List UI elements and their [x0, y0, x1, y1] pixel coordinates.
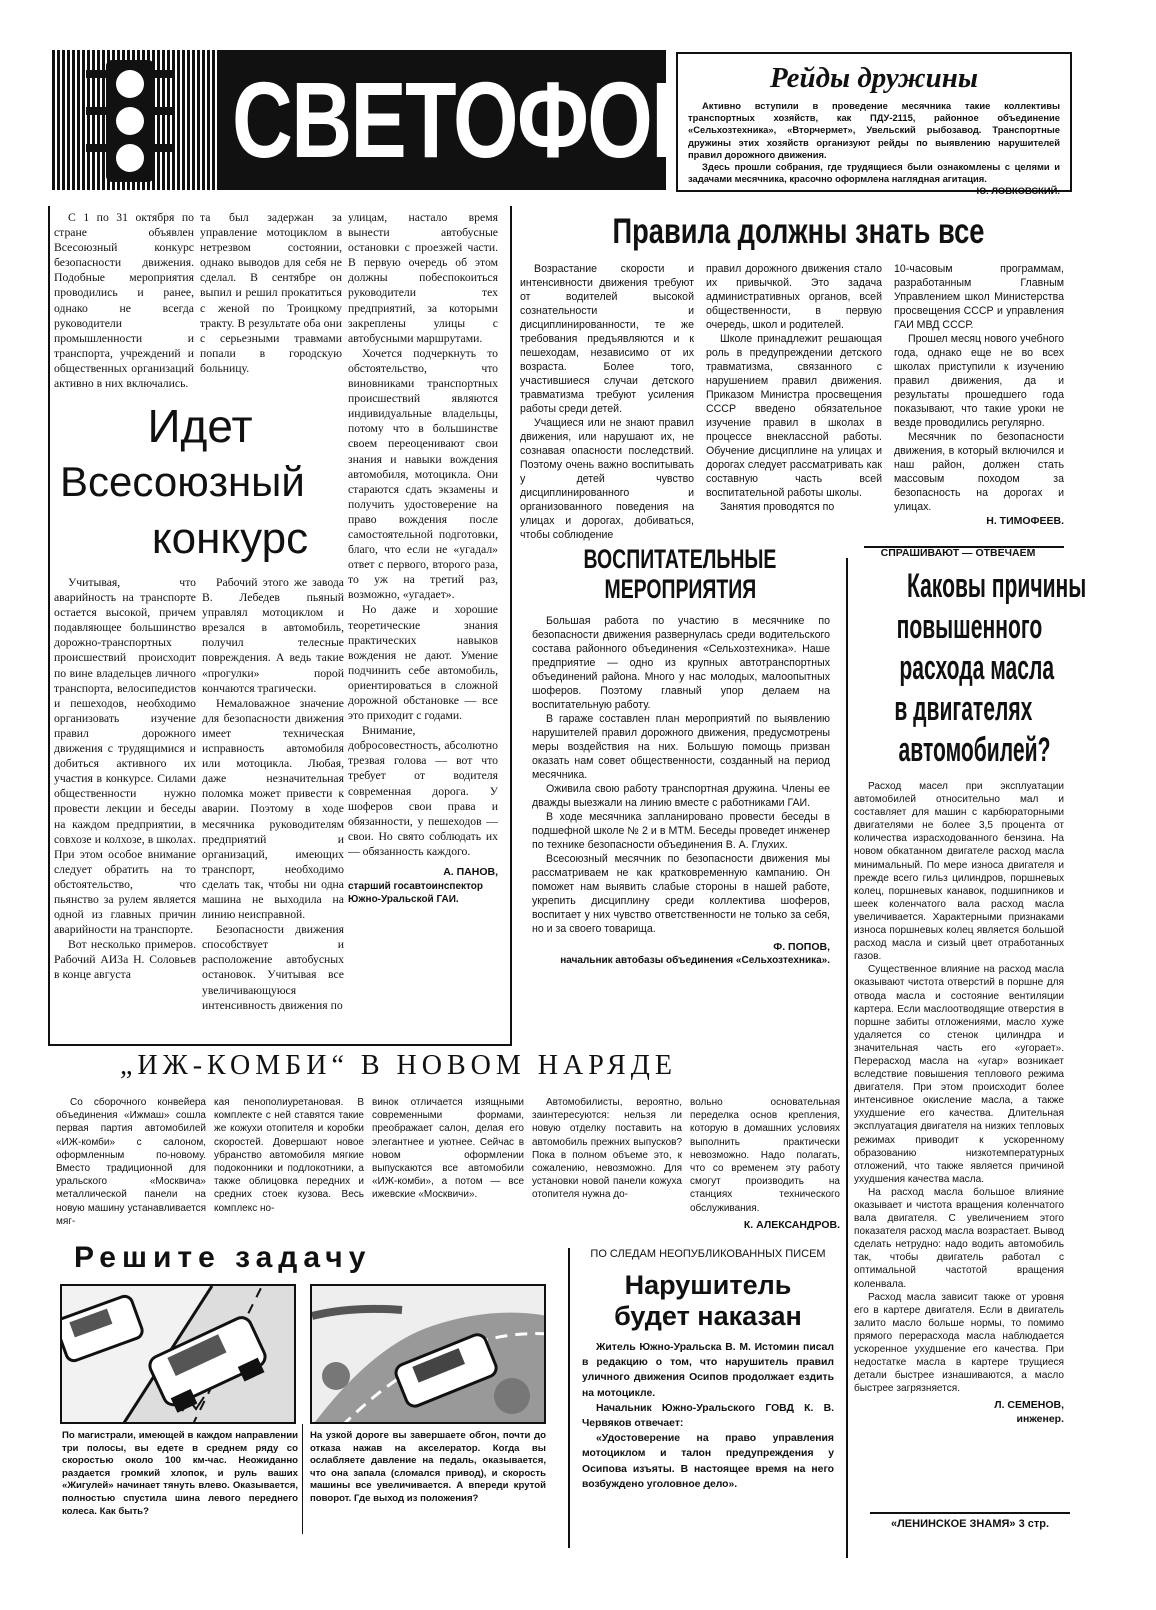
- contest-right-rule: [510, 206, 512, 1046]
- contest-col3-d: Внимание, добросовестность, абсолютно трезвая голова — вот что требует от водителя современная дорога. У шоферов свои права и обязанности, у пешеходов — свои. Но свято соблюдать их — обязанность каждого.: [348, 724, 498, 858]
- oil-title-line4: в двигателях: [894, 690, 1033, 728]
- offender-p3: «Удостоверение на право управления мотоциклом и талон предупреждения у Осипова изъяты. В настоящее время на него возбуждено уголовное дело».: [582, 1433, 834, 1490]
- rules-c2c: Занятия проводятся по: [720, 501, 835, 513]
- rules-c3c: Месячник по безопасности движения, в который включился и наш район, должен стать массовым походом за безопасность на дорогах и улицах.: [894, 431, 1064, 513]
- raids-box: [676, 52, 1072, 197]
- contest-left-rule: [48, 206, 50, 1046]
- puzzle-caption-2: На узкой дороге вы завершаете обгон, почти до отказа нажав на акселератор. Когда вы ослабляете давление на педаль, оказывается, что она запала (сломался привод), и скорость машины все увеличивается. А впереди крутой поворот. Где выход из положения?: [310, 1430, 546, 1504]
- oil-p2: Существенное влияние на расход масла оказывают чистота отверстий в поршне для отвода масла и состояние вентиляции картера. Если маслоотводящие отверстия в поршне забиты отложениями, масло хуже удаляется со стенок цилиндра и значительная часть его «угорает». Перерасход масла на «угар» возникает вследствие повышения теплового режима двигателя. При этом происходит более интенсивное окисление масла, а также ухудшение его качества. Длительная эксплуатация двигателя на низких тепловых режимах приводит к ускоренному образованию низкотемпературных отложений, что также является причиной ухудшения качества масла.: [854, 964, 1064, 1185]
- rules-c2b: Школе принадлежит решающая роль в предупреждении детского травматизма, связанного с нарушением правил движения. Приказом Министра просвещения СССР введено обязательное изучение правил в школах в процессе внеклассной работы. Обучение дисциплине на улицах и дорогах следует рассматривать как составную часть всей воспитательной работы школы.: [706, 333, 882, 499]
- education-signature: Ф. ПОПОВ,: [773, 941, 830, 953]
- puzzle-title: Решите задачу: [74, 1241, 372, 1274]
- contest-col3-a: улицам, настало время вынести автобусные остановки с проезжей части. В первую очередь об этом должны побеспокоиться руководители тех предприятий, за которыми закреплены улицы с автобусными маршрутами.: [348, 211, 498, 345]
- rules-title-text: Правила должны знать все: [611, 212, 985, 251]
- contest-col2-b: Рабочий этого же завода В. Лебедев пьяный управлял мотоциклом и врезался в автомобиль, получил телесные повреждения. А ведь такие «прогулки» порой кончаются трагически.: [202, 576, 344, 695]
- rules-c1b: Учащиеся или не знают правил движения, или нарушают их, не сознавая опасности последствий. Поэтому очень важно воспитывать у детей чувство дисциплинированного и организованного поведения на улицах и дорогах, добиваться, чтобы соблюдение: [520, 417, 694, 541]
- education-title-line1: ВОСПИТАТЕЛЬНЫЕ: [583, 544, 777, 574]
- contest-col1-b: Учитывая, что аварийность на транспорте остается высокой, причем подавляющее большинство дорожно-транспортных происшествий происходит по вине владельцев личного транспорта, велосипедистов и пешеходов, необходимо организовать изучение правил дорожного движения с трудящимися и добиться активного их участия в конкурсе. Силами общественности нужно провести лекции и беседы на каждом предприятии, в совхозе и колхозе, в школах. При этом особое внимание следует обратить на то обстоятельство, что пьянство за рулем является одной из главных причин аварийности на транспорте.: [54, 576, 196, 937]
- oil-title-line2: повышенного: [896, 608, 1043, 646]
- puzzle-caption-1: По магистрали, имеющей в каждом направлении три полосы, вы едете в среднем ряду со скоростью около 100 км-час. Неожиданно раздается громкий хлопок, и руль ваших «Жигулей» начинает тянуть влево. Оказывается, полностью спустила шина левого переднего колеса. Как быть?: [62, 1430, 298, 1517]
- rules-title: [518, 206, 1078, 258]
- contest-col1-c: Вот несколько примеров. Рабочий АИЗа Н. Соловьев в конце августа: [54, 938, 196, 982]
- offender-kicker: ПО СЛЕДАМ НЕОПУБЛИКОВАННЫХ ПИСЕМ: [590, 1248, 826, 1260]
- oil-p3: На расход масла большое влияние оказывает и чистота вращения коленчатого вала двигателя. С увеличением этого показателя расход масла возрастает. Вывод сделать нетрудно: надо водить автомобиль так, чтобы двигатель работал с оптимальной частотой вращения коленвала.: [854, 1186, 1064, 1290]
- oil-signature: Л. СЕМЕНОВ,: [994, 1399, 1064, 1412]
- puzzle-illustration-1: [60, 1284, 296, 1424]
- contest-col3-c: Но даже и хорошие теоретические знания практических навыков вождения не дают. Умение подчинить себе автомобиль, ориентироваться в сложной дорожной обстановке — все это приходит с годами.: [348, 603, 498, 723]
- contest-heading-line3: конкурс: [151, 514, 309, 563]
- puzzle-illustration-2: [310, 1284, 546, 1424]
- rules-c1: Возрастание скорости и интенсивности движения требуют от водителей высокой сознательности и дисциплинированности, те же требования предъявляются и к пешеходам, независимо от их возраста. Более того, участившиеся случаи детского травматизма требуют усиления работы среди детей.: [520, 263, 694, 415]
- rules-c3b: Прошел месяц нового учебного года, однако еще не во всех школах приступили к изучению правил движения, да и результаты прошедшего года показывают, что такие уроки не везде проводились регулярно.: [894, 333, 1064, 429]
- offender-title-line2: будет наказан: [614, 1301, 802, 1331]
- oil-title-line1: Каковы причины: [906, 567, 1087, 605]
- rules-c2: правил дорожного движения стало их привычкой. Это задача административных органов, всей общественности, в первую очередь, школ и родителей.: [706, 263, 882, 331]
- education-p2: В гараже составлен план мероприятий по выявлению нарушителей правил дорожного движения, предусмотрены меры воздействия на них. Большую помощь призван оказать нам совет общественности, созданный на период месячника.: [532, 713, 830, 781]
- oil-kicker: СПРАШИВАЮТ — ОТВЕЧАЕМ: [880, 547, 1036, 559]
- contest-signature: А. ПАНОВ,: [443, 866, 498, 879]
- education-signature-title: начальник автобазы объединения «Сельхозтехника».: [560, 955, 830, 966]
- education-title-line2: МЕРОПРИЯТИЯ: [604, 574, 756, 604]
- contest-heading-line1: Идет: [147, 400, 253, 452]
- raids-text: Активно вступили в проведение месячника такие коллективы транспортных хозяйств, как ПДУ-2115, районное объединение «Сельхозтехника», «Вторчермет», Увельский рыбозавод. Транспортные дружины этих хозяйств организуют рейды по выявлению нарушителей правил дорожного движения.: [688, 100, 1060, 160]
- offender-p1: Житель Южно-Уральска В. М. Истомин писал в редакцию о том, что нарушитель правил уличного движения Осипов продолжает ездить на мотоцикле.: [582, 1342, 834, 1399]
- izh-title: „ИЖ-КОМБИ“ В НОВОМ НАРЯДЕ: [120, 1050, 677, 1081]
- contest-signature-title: старший госавтоинспектор Южно-Уральской ГАИ.: [348, 881, 484, 906]
- traffic-light-icon: [106, 60, 154, 182]
- education-p4: В ходе месячника запланировано провести беседы в подшефной школе № 2 и в МТМ. Беседы проведет инженер по технике безопасности объединения В. А. Глухих.: [532, 811, 830, 851]
- offender-p2: Начальник Южно-Уральского ГОВД К. В. Червяков отвечает:: [582, 1402, 834, 1430]
- oil-title-line3: расхода масла: [899, 649, 1055, 687]
- masthead-banner: [52, 50, 706, 190]
- izh-c4: Автомобилисты, вероятно, заинтересуются: нельзя ли новую отделку поставить на автомобиль прежних выпусков? Пока в полном объеме это, к сожалению, невозможно. Для установки новой панели кожуха отопителя нужна до-: [532, 1097, 682, 1201]
- masthead-title: СВЕТОФОР: [232, 59, 706, 180]
- offender-left-rule: [568, 1248, 570, 1548]
- izh-signature: К. АЛЕКСАНДРОВ.: [743, 1218, 840, 1231]
- raids-text2: Здесь прошли собрания, где трудящиеся были ознакомлены с целями и задачами месячника, красочно оформлена наглядная агитация.: [688, 161, 1060, 185]
- contest-col2-d: Безопасности движения способствует и расположение автобусных остановок. Учитывая все увеличивающуюся интенсивность движения по: [202, 923, 344, 1012]
- contest-col2-c: Немаловажное значение для безопасности движения имеет техническая исправность автомобиля или мотоцикла. Любая, даже незначительная поломка может привести к аварии. Поэтому в ходе месячника руководителям предприятий и организаций, имеющих транспорт, необходимо сделать так, чтобы ни одна машина не выходила на линию неисправной.: [202, 696, 344, 922]
- oil-signature-title: инженер.: [1016, 1412, 1064, 1425]
- oil-title: [852, 566, 1087, 771]
- raids-signature: Ю. ЛОВКОВСКИЙ.: [976, 185, 1060, 197]
- oil-title-line5: автомобилей?: [898, 731, 1051, 769]
- raids-title: Рейды дружины: [769, 62, 979, 94]
- education-p5: Всесоюзный месячник по безопасности движения мы рассматриваем не как кратковременную кампанию. Он поможет нам выявить слабые стороны в нашей работе, укрепить дисциплину среди коллектива шоферов, воспитает у них чувство ответственности не только за себя, но и за своего товарища.: [532, 853, 830, 935]
- education-p1: Большая работа по участию в месячнике по безопасности движения развернулась среди водительского состава районного объединения «Сельхозтехника». Наше предприятие — одно из крупных автотранспортных объединений района. Много у нас молодых, малоопытных шоферов. Поэтому главный упор делаем на воспитательную работу.: [532, 615, 830, 711]
- footer-label: «ЛЕНИНСКОЕ ЗНАМЯ» 3 стр.: [870, 1512, 1070, 1530]
- izh-c5: вольно основательная переделка основ крепления, которую в домашних условиях выполнить практически невозможно. Надо полагать, что со временем эту работу смогут производить на станциях технического обслуживания.: [690, 1097, 840, 1214]
- rules-c3: 10-часовым программам, разработанным Главным Управлением школ Министерства просвещения СССР и управления ГАИ МВД СССР.: [894, 263, 1064, 331]
- education-p3: Оживила свою работу транспортная дружина. Члены ее дважды выезжали на линию вместе с работниками ГАИ.: [532, 783, 830, 809]
- oil-left-rule: [846, 558, 848, 1558]
- izh-c2: кая пенополиуретановая. В комплекте с ней ставятся такие же кожухи отопителя и коробки скоростей. Довершают новое убранство автомобиля мягкие подоконники и подлокотники, а также облицовка передних и средних стоек кузова. Весь комплекс но-: [214, 1097, 364, 1214]
- oil-p1: Расход масел при эксплуатации автомобилей относительно мал и составляет для машин с карбюраторными двигателями не более 3,5 процента от количества израсходованного бензина. На новом обкатанном двигателе расход масла минимальный. По мере износа двигателя и прежде всего гильз цилиндров, поршневых колец, поршневых канавок, подшипников и шеек коленчатого вала расход масла увеличивается. Характерными признаками износа поршневых колец является большой расход масла и сизый цвет отработанных газов.: [854, 781, 1064, 963]
- contest-col2-top: та был задержан за управление мотоциклом в нетрезвом состоянии, однако выводов для себя не сделал. В сентябре он выпил и решил прокатиться с женой по Троицкому тракту. В результате оба они с серьезными травмами попали в городскую больницу.: [200, 211, 342, 375]
- oil-p4: Расход масла зависит также от уровня его в картере двигателя. Если в двигатель залито масло больше нормы, то помимо прямого перерасхода масла наблюдается ускоренное ухудшение его качества. При недостатке масла в картере трущиеся детали быстрее изнашиваются, а масло быстрее загрязняется.: [854, 1291, 1064, 1395]
- izh-c1: Со сборочного конвейера объединения «Ижмаш» сошла первая партия автомобилей «ИЖ-комби» с салоном, оформленным по-новому. Вместо традиционной для уральского «Москвича» металлической панели на новую машину устанавливается мяг-: [56, 1097, 206, 1227]
- izh-c3: винок отличается изящными современными формами, преображает салон, делая его элегантнее и уютнее. Сейчас в новом оформлении выпускаются все автомобили «ИЖ-комби», а потом — все ижевские «Москвичи».: [372, 1097, 524, 1201]
- rules-signature: Н. ТИМОФЕЕВ.: [986, 515, 1064, 527]
- contest-heading-line2: Всесоюзный: [60, 458, 305, 505]
- contest-intro: С 1 по 31 октября по стране объявлен Всесоюзный конкурс безопасности движения. Подобные мероприятия проводились и ранее, однако не всегда руководители промышленности и транспорта, учреждений и общественных организаций активно в них включались.: [54, 211, 194, 391]
- contest-col3-b: Хочется подчеркнуть то обстоятельство, что виновниками транспортных происшествий являются индивидуальные владельцы, потому что в большинстве своем переоценивают свои знания и навыки вождения автомобиля, мотоцикла. Они стараются сдать экзамены и получить удостоверение на право вождения после самостоятельной подготовки, благо, что если не «угадал» ответ с первого, второго раза, то уж на третий раз, возможно, «угадает».: [348, 346, 498, 602]
- puzzle-caption-divider: [302, 1424, 303, 1534]
- offender-title-line1: Нарушитель: [624, 1270, 792, 1300]
